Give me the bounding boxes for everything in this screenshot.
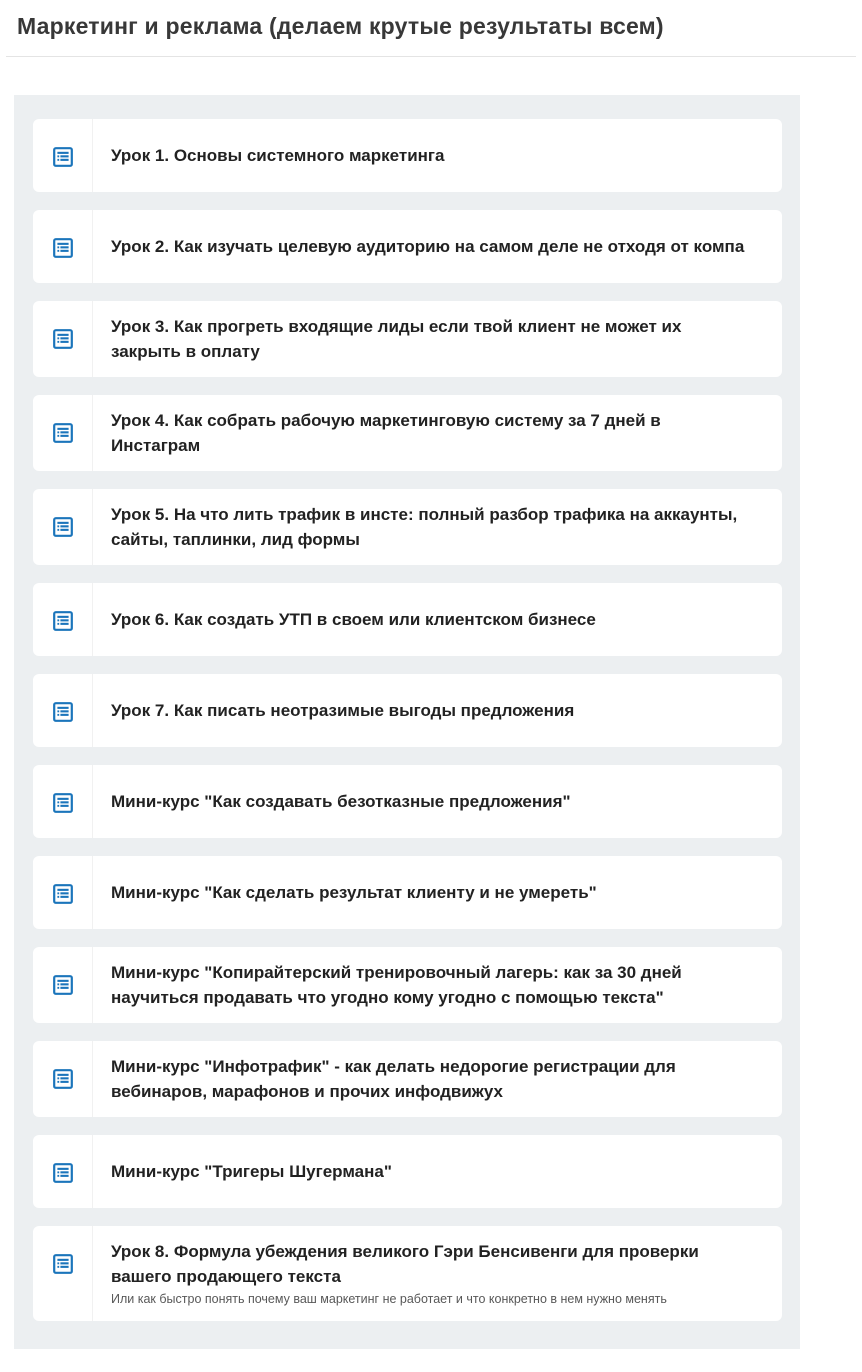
lesson-icon-cell	[33, 1041, 92, 1117]
list-document-icon	[53, 1069, 73, 1089]
lesson-text-cell	[92, 947, 782, 1023]
lesson-title: Урок 2. Как изучать целевую аудиторию на самом деле не отходя от компа	[111, 237, 745, 256]
lesson-icon-cell	[33, 489, 92, 565]
lesson-title: Урок 7. Как писать неотразимые выгоды предложения	[111, 701, 575, 720]
lesson-text-cell	[92, 1226, 782, 1321]
page-title: Маркетинг и реклама (делаем крутые результаты всем)	[17, 13, 664, 39]
list-document-icon	[53, 1254, 73, 1274]
page-header	[6, 0, 856, 57]
lesson-icon-cell	[33, 119, 92, 192]
list-document-icon	[53, 884, 73, 904]
lesson-title: Урок 8. Формула убеждения великого Гэри Бенсивенги для проверки вашего продающего текста	[111, 1242, 699, 1286]
lesson-card[interactable]	[33, 1135, 782, 1208]
list-document-icon	[53, 793, 73, 813]
lesson-card[interactable]	[33, 765, 782, 838]
list-document-icon	[53, 238, 73, 258]
lesson-card[interactable]	[33, 1041, 782, 1117]
list-document-icon	[53, 702, 73, 722]
lesson-text-cell	[92, 1135, 782, 1208]
lesson-card[interactable]	[33, 119, 782, 192]
lesson-card[interactable]	[33, 856, 782, 929]
lesson-card[interactable]	[33, 210, 782, 283]
lesson-text-cell	[92, 583, 782, 656]
lesson-title: Урок 4. Как собрать рабочую маркетинговую систему за 7 дней в Инстаграм	[111, 411, 661, 455]
lesson-title: Мини-курс "Как сделать результат клиенту и не умереть"	[111, 883, 597, 902]
lesson-card[interactable]	[33, 947, 782, 1023]
list-document-icon	[53, 329, 73, 349]
list-document-icon	[53, 517, 73, 537]
lesson-text-cell	[92, 301, 782, 377]
lesson-icon-cell	[33, 583, 92, 656]
lesson-card[interactable]	[33, 583, 782, 656]
lesson-title: Мини-курс "Копирайтерский тренировочный лагерь: как за 30 дней научиться продавать что угодно кому угодно с помощью текста"	[111, 963, 682, 1007]
lesson-icon-cell	[33, 674, 92, 747]
lesson-text-cell	[92, 674, 782, 747]
lesson-list	[33, 119, 782, 1321]
lessons-panel	[14, 95, 800, 1349]
lesson-card[interactable]	[33, 1226, 782, 1321]
lesson-card[interactable]	[33, 674, 782, 747]
lesson-title: Мини-курс "Как создавать безотказные предложения"	[111, 792, 571, 811]
lesson-title: Мини-курс "Тригеры Шугермана"	[111, 1162, 392, 1181]
lesson-text-cell	[92, 119, 782, 192]
lesson-title: Урок 1. Основы системного маркетинга	[111, 146, 445, 165]
lesson-text-cell	[92, 210, 782, 283]
lesson-card[interactable]	[33, 395, 782, 471]
lesson-icon-cell	[33, 301, 92, 377]
lesson-text-cell	[92, 395, 782, 471]
lesson-title: Урок 3. Как прогреть входящие лиды если твой клиент не может их закрыть в оплату	[111, 317, 682, 361]
lesson-subtitle: Или как быстро понять почему ваш маркетинг не работает и что конкретно в нем нужно менять	[111, 1292, 667, 1306]
lesson-text-cell	[92, 489, 782, 565]
lesson-icon-cell	[33, 395, 92, 471]
lesson-icon-cell	[33, 1226, 92, 1321]
lesson-title: Мини-курс "Инфотрафик" - как делать недорогие регистрации для вебинаров, марафонов и прочих инфодвижух	[111, 1057, 676, 1101]
lesson-icon-cell	[33, 765, 92, 838]
lesson-icon-cell	[33, 210, 92, 283]
list-document-icon	[53, 1163, 73, 1183]
lesson-title: Урок 6. Как создать УТП в своем или клиентском бизнесе	[111, 610, 596, 629]
lesson-text-cell	[92, 1041, 782, 1117]
list-document-icon	[53, 975, 73, 995]
lesson-icon-cell	[33, 947, 92, 1023]
lesson-card[interactable]	[33, 301, 782, 377]
lesson-text-cell	[92, 856, 782, 929]
lesson-text-cell	[92, 765, 782, 838]
lesson-card[interactable]	[33, 489, 782, 565]
lesson-icon-cell	[33, 856, 92, 929]
lesson-title: Урок 5. На что лить трафик в инсте: полный разбор трафика на аккаунты, сайты, таплинки, лид формы	[111, 505, 738, 549]
list-document-icon	[53, 147, 73, 167]
lesson-icon-cell	[33, 1135, 92, 1208]
list-document-icon	[53, 423, 73, 443]
list-document-icon	[53, 611, 73, 631]
